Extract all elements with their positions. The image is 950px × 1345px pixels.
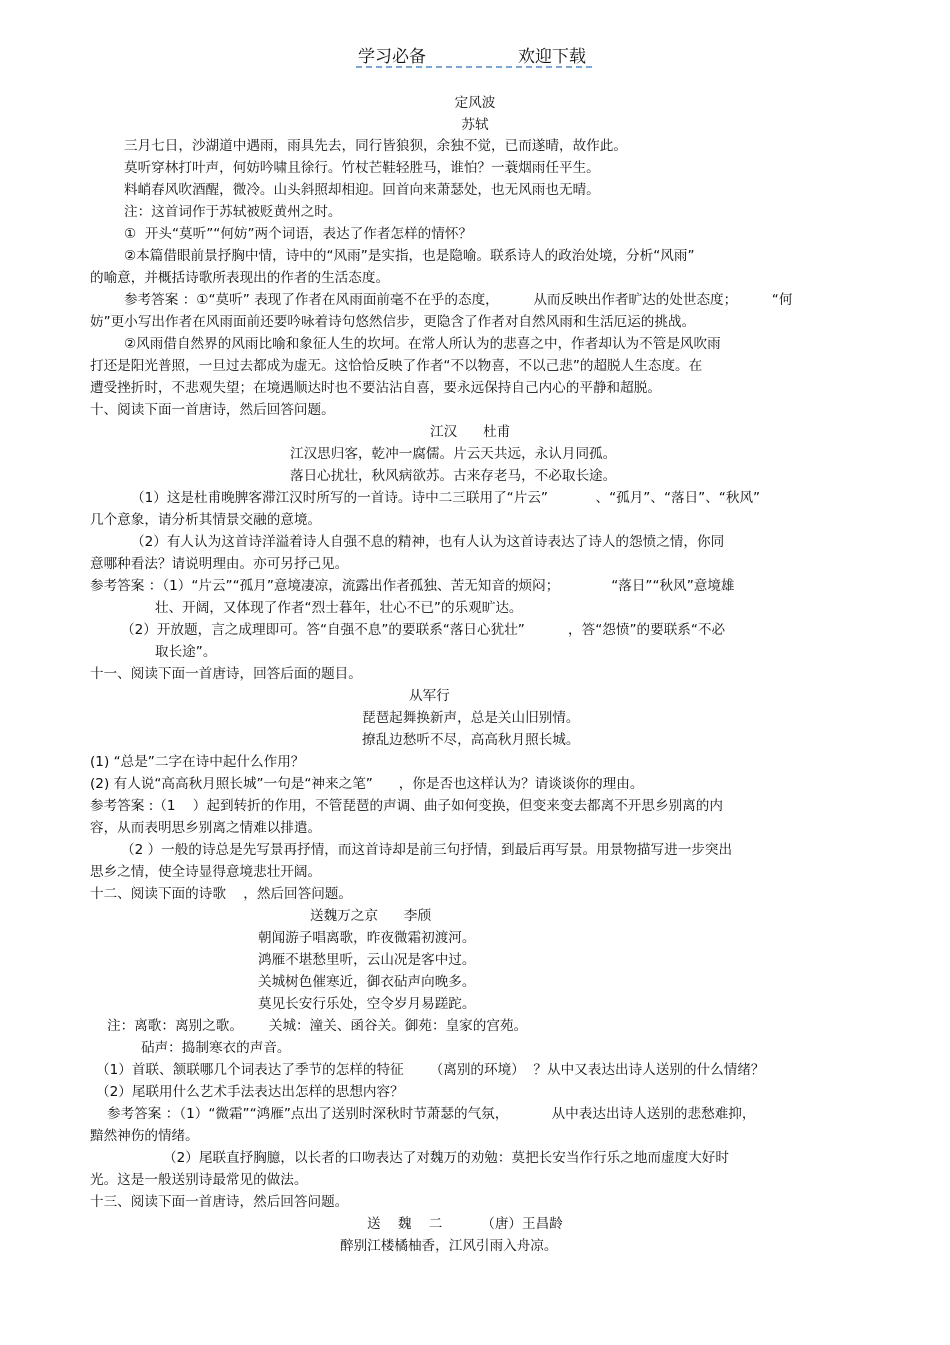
section-heading: 十三、阅读下面一首唐诗，然后回答问题。 — [90, 1194, 349, 1210]
poem-title: 送 魏 二 （唐）王昌龄 — [367, 1216, 563, 1232]
answer-line: 妨”更小写出作者在风雨面前还要吟咏着诗句悠然信步，更隐含了作者对自然风雨和生活厄运的挑战。 — [90, 314, 696, 330]
section-heading: 十一、阅读下面一首唐诗，回答后面的题目。 — [90, 666, 362, 682]
page-header — [356, 42, 592, 68]
answer-line: 壮、开阔，又体现了作者“烈士暮年，壮心不已”的乐观旷达。 — [155, 600, 523, 616]
answer-line: 取长途”。 — [155, 644, 217, 660]
question-line: 意哪种看法？请说明理由。亦可另抒己见。 — [90, 556, 349, 572]
poem-line: 撩乱边愁听不尽，高高秋月照长城。 — [362, 732, 580, 748]
poem-title: 定风波 — [454, 95, 496, 111]
answer-line: （2）开放题，言之成理即可。答“自强不息”的要联系“落日心犹壮” ，答“怨愤”的要联系“不必 — [121, 622, 726, 638]
poem-title: 从军行 — [409, 688, 450, 704]
poem-line: 莫见长安行乐处，空令岁月易蹉跎。 — [258, 996, 476, 1012]
poem-line: 落日心扰壮，秋风病欲苏。古来存老马，不必取长途。 — [290, 468, 617, 484]
poem-title: 送魏万之京 李颀 — [310, 908, 432, 924]
poem-title: 江汉 杜甫 — [430, 424, 511, 440]
answer-line: 打还是阳光普照，一旦过去都成为虚无。这恰恰反映了作者“不以物喜，不以己悲”的超脱人生态度。在 — [90, 358, 703, 374]
question-line: （2）有人认为这首诗洋溢着诗人自强不息的精神，也有人认为这首诗表达了诗人的怨愤之情，你同 — [131, 534, 725, 550]
section-heading: 十、阅读下面一首唐诗，然后回答问题。 — [90, 402, 335, 418]
note-line: 砧声：捣制寒衣的声音。 — [141, 1040, 291, 1056]
text-line: 料峭春风吹酒醒，微冷。山头斜照却相迎。回首向来萧瑟处，也无风雨也无晴。 — [124, 182, 600, 198]
section-heading: 十二、阅读下面的诗歌 ，然后回答问题。 — [90, 886, 352, 902]
answer-line: 参考答案 ：（1）“片云”“孤月”意境凄凉，流露出作者孤独、苦无知音的烦闷； “落日”“秋风”意境雄 — [90, 578, 735, 594]
question-line: (2) 有人说“高高秋月照长城”一句是“神来之笔” ，你是否也这样认为？请谈谈你的理由。 — [90, 776, 644, 792]
answer-line: 黯然神伤的情绪。 — [90, 1128, 199, 1144]
question-line: (1) “总是”二字在诗中起什么作用？ — [90, 754, 305, 770]
answer-line: 参考答案 ：①“莫听” 表现了作者在风雨面前毫不在乎的态度， 从而反映出作者旷达的处世态度； “何 — [124, 292, 793, 308]
answer-line: （2 ）一般的诗总是先写景再抒情，而这首诗却是前三句抒情，到最后再写景。用景物描写进一步突出 — [121, 842, 733, 858]
poem-line: 关城树色催寒近，御衣砧声向晚多。 — [258, 974, 476, 990]
answer-line: 参考答案 :（1 ）起到转折的作用，不管琵琶的声调、曲子如何变换，但变来变去都离不开思乡别离的内 — [90, 798, 723, 814]
answer-line: ②风雨借自然界的风雨比喻和象征人生的坎坷。在常人所认为的悲喜之中，作者却认为不管是风吹雨 — [124, 336, 721, 352]
question-line: ②本篇借眼前景抒胸中情，诗中的“风雨”是实指，也是隐喻。联系诗人的政治处境，分析“风雨” — [124, 248, 695, 264]
poem-line: 醉别江楼橘柚香，江风引雨入舟凉。 — [340, 1238, 558, 1254]
question-line: （1）首联、颔联哪几个词表达了季节的怎样的特征 （离别的环境） ？从中又表达出诗人送别的什么情绪？ — [96, 1062, 765, 1078]
text-line: 三月七日，沙湖道中遇雨，雨具先去，同行皆狼狈，余独不觉，已而遂晴，故作此。 — [124, 138, 627, 154]
text-line: 注：这首词作于苏轼被贬黄州之时。 — [124, 204, 342, 220]
question-line: （2）尾联用什么艺术手法表达出怎样的思想内容？ — [96, 1084, 404, 1100]
header-left-text: 学习必备 — [358, 47, 426, 67]
answer-line: （2）尾联直抒胸臆，以长者的口吻表达了对魏万的劝勉：莫把长安当作行乐之地而虚度大好时 — [163, 1150, 729, 1166]
header-right-text: 欢迎下载 — [518, 47, 586, 67]
poem-author: 苏轼 — [461, 117, 489, 133]
text-line: 莫听穿林打叶声，何妨吟啸且徐行。竹杖芒鞋轻胜马，谁怕？一蓑烟雨任平生。 — [124, 160, 600, 176]
answer-line: 容，从而表明思乡别离之情难以排遣。 — [90, 820, 322, 836]
poem-line: 鸿雁不堪愁里听，云山况是客中过。 — [258, 952, 476, 968]
question-line: 几个意象，请分析其情景交融的意境。 — [90, 512, 322, 528]
poem-line: 朝闻游子唱离歌，昨夜微霜初渡河。 — [258, 930, 476, 946]
answer-line: 遭受挫折时，不悲观失望；在境遇顺达时也不要沾沾自喜，要永远保持自己内心的平静和超脱。 — [90, 380, 661, 396]
answer-line: 光。这是一般送别诗最常见的做法。 — [90, 1172, 308, 1188]
poem-line: 江汉思归客，乾冲一腐儒。片云天共远，永认月同孤。 — [290, 446, 617, 462]
poem-line: 琵琶起舞换新声，总是关山旧别情。 — [362, 710, 580, 726]
question-line: 的喻意，并概括诗歌所表现出的作者的生活态度。 — [90, 270, 390, 286]
question-line: （1）这是杜甫晚脾客滞江汉时所写的一首诗。诗中二三联用了“片云” 、“孤月”、“落日”、“秋风” — [131, 490, 761, 506]
note-line: 注：离歌：离别之歌。 关城：潼关、函谷关。御苑：皇家的宫苑。 — [107, 1018, 528, 1034]
answer-line: 参考答案 ：（1）“微霜”“鸿雁”点出了送别时深秋时节萧瑟的气氛， 从中表达出诗人送别的悲愁难抑， — [107, 1106, 756, 1122]
answer-line: 思乡之情，使全诗显得意境悲壮开阔。 — [90, 864, 322, 880]
question-line: ① 开头“莫听”“何妨”两个词语，表达了作者怎样的情怀？ — [124, 226, 473, 242]
